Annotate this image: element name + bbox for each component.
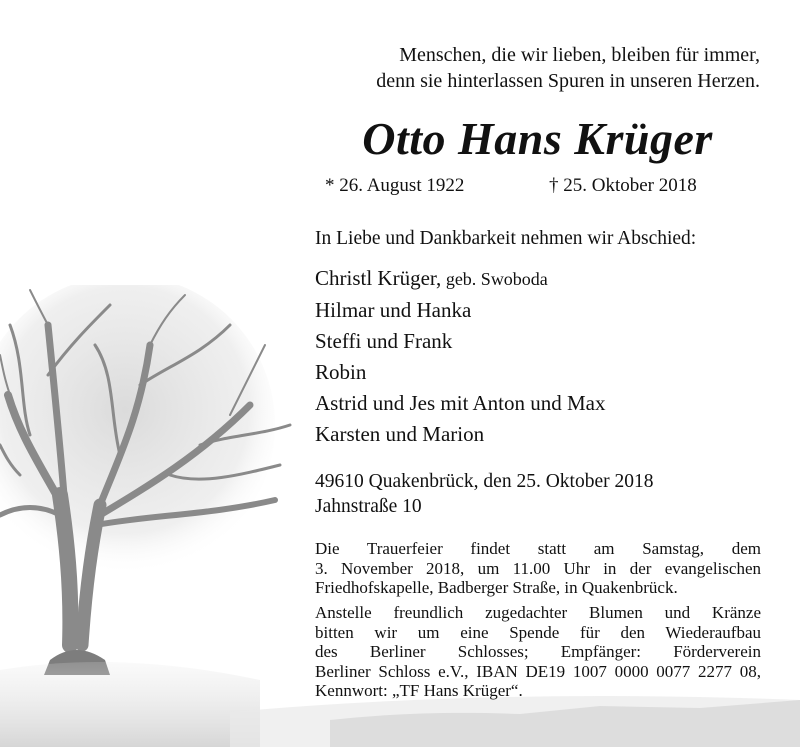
donation-line: bitten wir um eine Spende für den Wiederaufbau (315, 622, 761, 642)
mourner-name: Astrid und Jes mit Anton und Max (315, 391, 606, 415)
deceased-name: Otto Hans Krüger (362, 113, 713, 164)
mourner-name: Christl Krüger, (315, 266, 442, 290)
mourner-entry (315, 295, 606, 326)
place-and-date: 49610 Quakenbrück, den 25. Oktober 2018 (315, 471, 654, 492)
funeral-line: Friedhofskapelle, Badberger Straße, in Quakenbrück. (315, 578, 678, 597)
mourner-name: Robin (315, 360, 367, 384)
birth-date: * 26. August 1922 (325, 175, 465, 196)
mourner-note: geb. Swoboda (441, 269, 548, 289)
street-address: Jahnstraße 10 (315, 496, 422, 517)
donation-line: des Berliner Schlosses; Empfänger: Förderverein (315, 642, 761, 661)
donation-notice (315, 603, 761, 701)
donation-line: Berliner Schloss e.V., IBAN DE19 1007 0000 0077 2277 08, (315, 661, 761, 681)
memorial-quote (300, 42, 760, 94)
mourner-entry (315, 419, 606, 450)
funeral-line: Die Trauerfeier findet statt am Samstag, dem (315, 539, 761, 558)
mourner-entry (315, 326, 606, 357)
death-date: † 25. Oktober 2018 (549, 175, 697, 196)
farewell-intro: In Liebe und Dankbarkeit nehmen wir Abschied: (315, 228, 697, 249)
mourner-name: Steffi und Frank (315, 329, 453, 353)
mourners-list (315, 263, 606, 450)
mourner-entry (315, 263, 606, 295)
mourner-name: Hilmar und Hanka (315, 298, 472, 322)
mourner-name: Karsten und Marion (315, 422, 485, 446)
address-block (315, 469, 653, 519)
donation-line: Anstelle freundlich zugedachter Blumen und Kränze (315, 603, 761, 622)
funeral-line: 3. November 2018, um 11.00 Uhr in der evangelischen (315, 558, 761, 578)
funeral-notice (315, 539, 761, 598)
mourner-entry (315, 388, 606, 419)
mourner-entry (315, 357, 606, 388)
donation-line: Kennwort: „TF Hans Krüger“. (315, 681, 523, 700)
quote-line: Menschen, die wir lieben, bleiben für immer, (399, 44, 760, 66)
quote-line: denn sie hinterlassen Spuren in unseren Herzen. (376, 70, 760, 92)
